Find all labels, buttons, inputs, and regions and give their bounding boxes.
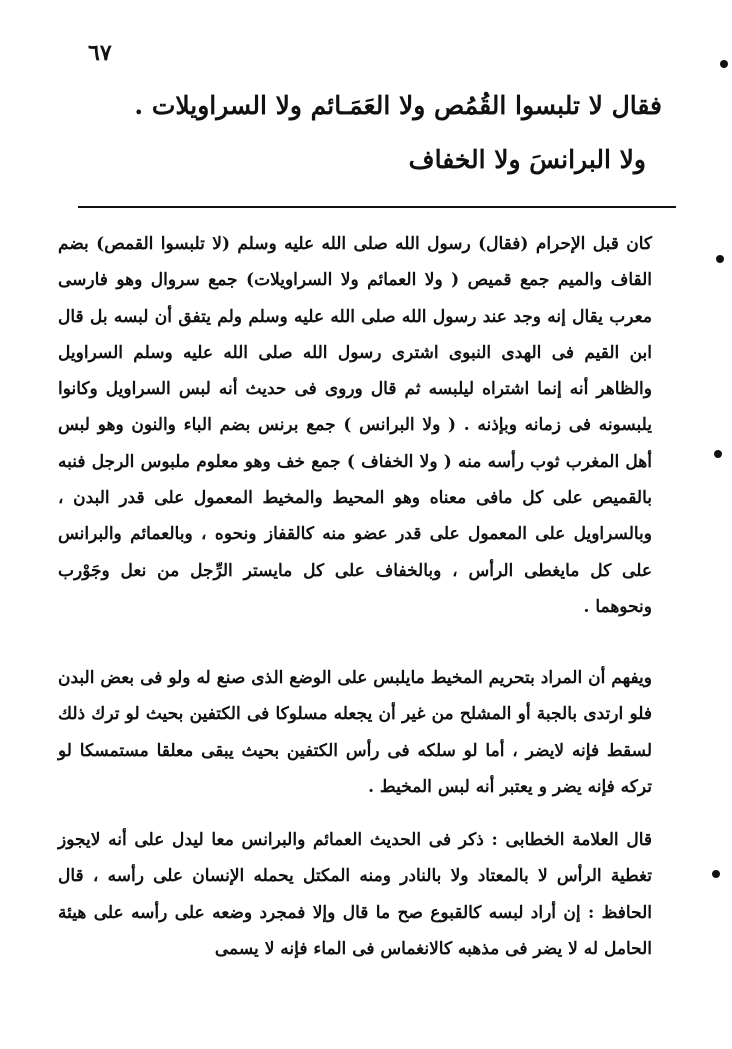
hadith-text-line-1: فقال لا تلبسوا القُمُص ولا العَمَـائم ولا السراويلات . [134, 91, 662, 120]
commentary-paragraph: قال العلامة الخطابى : ذكر فى الحديث العمائم والبرانس معا ليدل على أنه لايجوز تغطية الرأس لا بالمعتاد ولا بالنادر ومنه المكتل يحمله الإنسان على رأسه ، قال الحافظ : إن أراد لبسه كالقبوع صح ما قال وإلا فمجرد وضعه على رأسه على هيئة الحامل له لا يضر فى مذهبه كالانغماس فى الماء فإنه لا يسمى [58, 830, 652, 959]
page-number: ٦٧ [88, 40, 112, 66]
commentary-paragraph: كان قبل الإحرام (فقال) رسول الله صلى الله عليه وسلم (لا تلبسوا القمص) بضم القاف والميم جمع قميص ( ولا العمائم ولا السراويلات) جمع سروال وهو فارسى معرب يقال إنه وجد عند رسول الله صلى الله عليه وسلم ولم يتفق أن لبسه بل قال ابن القيم فى الهدى النبوى اشترى رسول الله صلى الله عليه وسلم السراويل والظاهر أنه إنما اشتراه ليلبسه ثم قال وروى فى حديث أنه لبس السراويل وكانوا يلبسونه فى زمانه وبإذنه . ( ولا البرانس ) جمع برنس بضم الباء والنون وهو لبس أهل المغرب ثوب رأسه منه ( ولا الخفاف ) جمع خف وهو معلوم ملبوس الرجل فنبه بالقميص على كل مافى معناه وهو المحيط والمخيط المعمول على قدر البدن ، وبالسراويل على المعمول على قدر عضو منه كالقفاز ونحوه ، وبالعمائم والبرانس على كل مايغطى الرأس ، وبالخفاف على كل مايستر الرِّجل من نعل وجَوْرب ونحوهما . [58, 234, 652, 617]
margin-ink-mark [712, 870, 720, 878]
margin-ink-mark [720, 60, 728, 68]
separator-rule [78, 206, 676, 208]
margin-ink-mark [714, 450, 722, 458]
hadith-text-line-2: ولا البرانسَ ولا الخفاف [408, 145, 646, 174]
commentary-paragraph: ويفهم أن المراد بتحريم المخيط مايلبس على الوضع الذى صنع له ولو فى بعض البدن فلو ارتدى بالجبة أو المشلح من غير أن يجعله مسلوكا فى الكتفين بحيث لو ترك ذلك لسقط فإنه لايضر ، أما لو سلكه فى رأس الكتفين بحيث يبقى معلقا مستمسكا لو تركه فإنه يضر و يعتبر أنه لبس المخيط . [58, 668, 652, 797]
margin-ink-mark [716, 255, 724, 263]
